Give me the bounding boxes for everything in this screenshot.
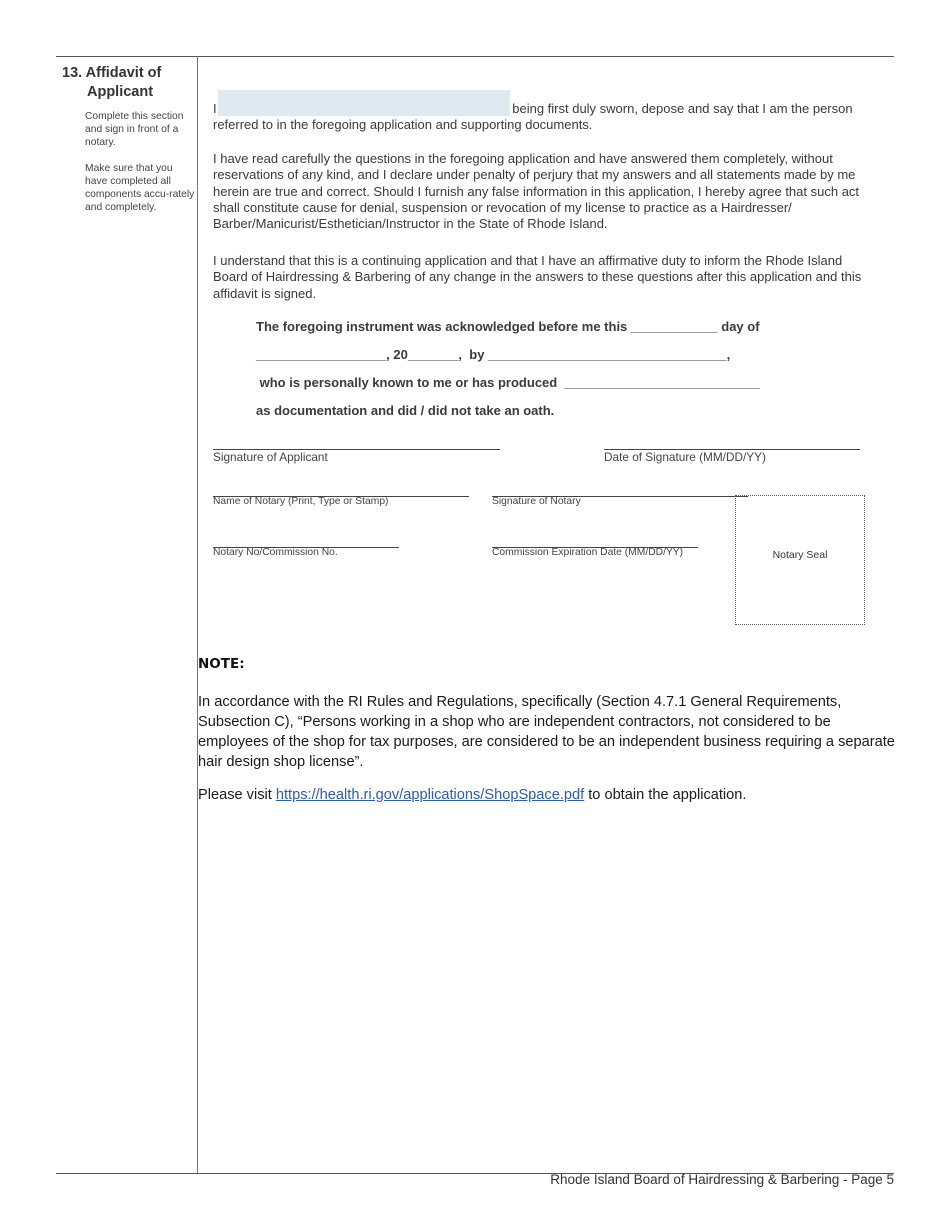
section-title (62, 64, 161, 102)
notary-seal-label: Notary Seal (772, 549, 828, 561)
applicant-signature-label: Signature of Applicant (213, 450, 328, 464)
note-visit-prefix: Please visit (198, 787, 276, 803)
affidavit-suffix: being first duly sworn, depose and say that I am the person referred to in the foregoing application and supporting documents. (213, 101, 853, 133)
notary-number-label: Notary No/Commission No. (213, 547, 338, 558)
affidavit-paragraph-3: I understand that this is a continuing application and that I have an affirmative duty to inform the Rhode Island Board of Hairdressing & Barbering of any change in the answers to these questions after this application and this affidavit is signed. (213, 253, 862, 301)
acknowledgment-line-2: __________________, 20_______, by _________________________________, (256, 347, 731, 362)
top-rule (56, 56, 894, 57)
affidavit-paragraph-1 (213, 101, 879, 134)
notary-signature-label: Signature of Notary (492, 496, 581, 507)
commission-expiration-label: Commission Expiration Date (MM/DD/YY) (492, 547, 684, 558)
acknowledgment-line-4: as documentation and did / did not take an oath. (256, 403, 555, 418)
section-title-line2: Applicant (87, 84, 154, 100)
note-visit (198, 785, 898, 805)
note-visit-suffix: to obtain the application. (584, 787, 747, 803)
acknowledgment-line-3: who is personally known to me or has produced ___________________________ (256, 375, 760, 390)
section-title-line1: 13. Affidavit of (62, 65, 162, 81)
side-note-instructions: Complete this section and sign in front of a notary. (85, 111, 184, 148)
acknowledgment-line-1: The foregoing instrument was acknowledged before me this ____________ day of (256, 319, 760, 334)
left-column-rule (197, 56, 198, 1174)
shop-space-link[interactable]: https://health.ri.gov/applications/ShopSpace.pdf (275, 787, 585, 803)
page-footer: Rhode Island Board of Hairdressing & Barbering - Page 5 (550, 1172, 894, 1187)
signature-date-label: Date of Signature (MM/DD/YY) (604, 450, 766, 464)
note-title: NOTE: (198, 656, 245, 672)
notary-seal-box[interactable] (735, 495, 865, 625)
notary-name-label: Name of Notary (Print, Type or Stamp) (213, 496, 389, 507)
affidavit-prefix: I (213, 101, 217, 116)
note-body: In accordance with the RI Rules and Regulations, specifically (Section 4.7.1 General Requirements, Subsection C), “Persons working in a shop who are independent contractors, not considered to be employees of the shop for tax purposes, are considered to be an independent business requiring a separate hair design shop license”. (198, 694, 895, 770)
side-note-reminder: Make sure that you have completed all components accu-rately and completely. (85, 163, 195, 213)
affidavit-paragraph-2: I have read carefully the questions in the foregoing application and have answered them completely, without reservations of any kind, and I declare under penalty of perjury that my answers and all statements made by me herein are true and correct. Should I furnish any false information in this application, I hereby agree that such act shall constitute cause for denial, suspension or revocation of my license to practice as a Hairdresser/ Barber/Manicurist/Esthetician/Instructor in the State of Rhode Island. (213, 151, 860, 232)
